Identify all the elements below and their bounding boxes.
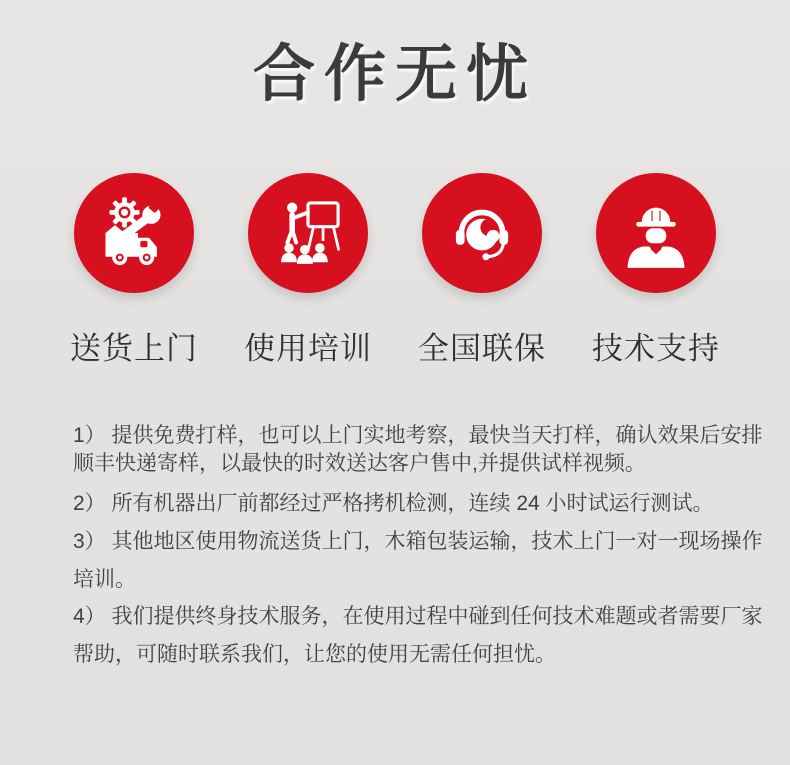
service-note-line: 1） 提供免费打样，也可以上门实地考察，最快当天打样，确认效果后安排: [73, 424, 763, 447]
page-title: 合作无忧: [252, 40, 537, 109]
service-circle: [596, 173, 716, 293]
services-row: [0, 173, 790, 367]
service-label: 送货上门: [70, 331, 198, 366]
service-label: 全国联保: [418, 331, 546, 366]
delivery-truck-icon: [96, 195, 172, 271]
service-notes: [73, 422, 763, 669]
service-item-delivery: [47, 173, 221, 367]
training-presentation-icon: [270, 195, 346, 271]
technician-wrench-icon: [618, 195, 694, 271]
service-note-line: 4） 我们提供终身技术服务，在使用过程中碰到任何技术难题或者需要厂家: [73, 605, 763, 628]
service-item-training: [221, 173, 395, 367]
service-note-line: 帮助，可随时联系我们，让您的使用无需任何担忧。: [73, 643, 556, 666]
service-note-line: 培训。: [73, 568, 136, 591]
service-label: 技术支持: [592, 331, 720, 366]
customer-service-headset-icon: [444, 195, 520, 271]
service-note-line: 2） 所有机器出厂前都经过严格拷机检测，连续 24 小时试运行测试。: [73, 492, 714, 515]
service-circle: [248, 173, 368, 293]
service-item-warranty: [395, 173, 569, 367]
service-item-support: [569, 173, 743, 367]
service-note-line: 顺丰快递寄样，以最快的时效送达客户售中,并提供试样视频。: [73, 452, 646, 475]
service-circle: [74, 173, 194, 293]
service-circle: [422, 173, 542, 293]
service-note-line: 3） 其他地区使用物流送货上门，木箱包装运输，技术上门一对一现场操作: [73, 530, 763, 553]
service-label: 使用培训: [244, 331, 372, 366]
